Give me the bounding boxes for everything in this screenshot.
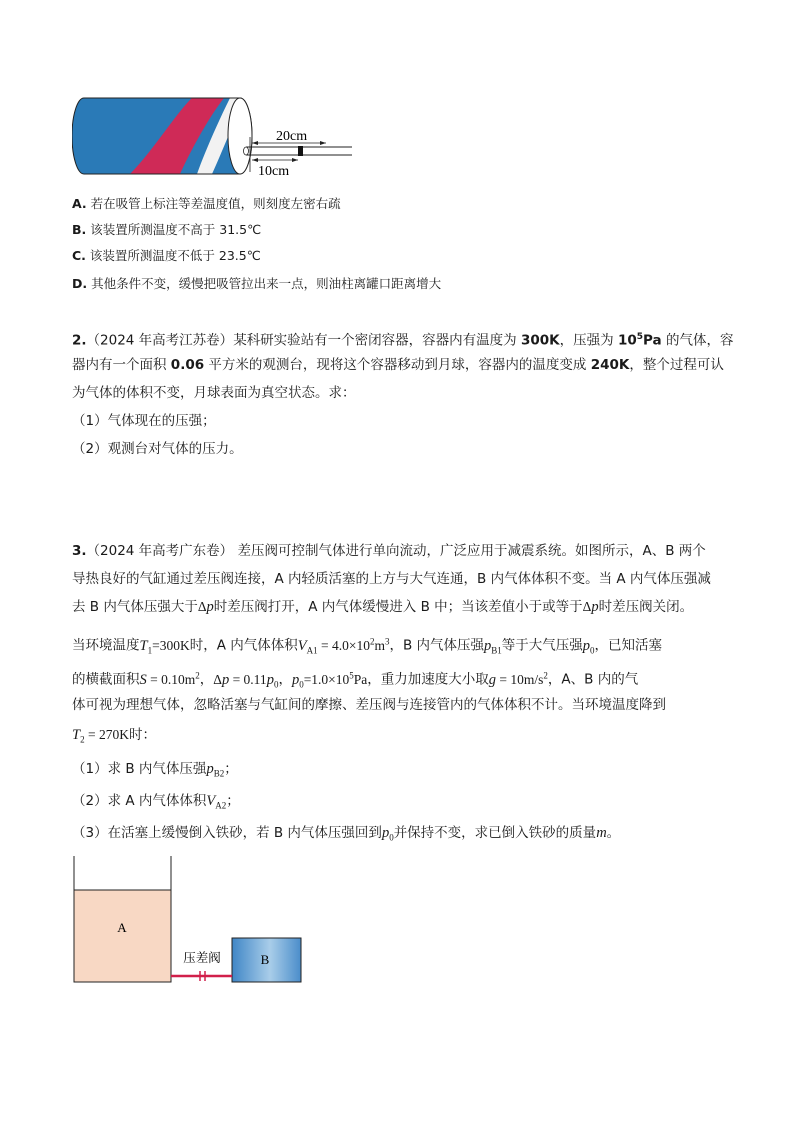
q2-sub-2: （2）观测台对气体的压力。	[72, 441, 243, 457]
q3-line-2: 导热良好的气缸通过差压阀连接，A 内轻质活塞的上方与大气连通，B 内气体体积不变。当 A 内气体压强减	[72, 571, 711, 587]
option-a: A. 若在吸管上标注等差温度值，则刻度左密右疏	[72, 196, 341, 211]
q2-line-2: 器内有一个面积 0.06 平方米的观测台，现将这个容器移动到月球，容器内的温度变成 240K，整个过程可认	[72, 357, 724, 373]
q3-sub-2: （2）求 A 内气体体积$V_{A2}$；	[72, 793, 240, 811]
q3-line-3: 去 B 内气体压强大于Δp时差压阀打开，A 内气体缓慢进入 B 中；当该差值小于或等于Δp时差压阀关闭。	[72, 599, 694, 615]
differential-valve-figure	[68, 852, 308, 986]
q2-sub-1: （1）气体现在的压强；	[72, 413, 216, 429]
q2-line-1: 2.（2024 年高考江苏卷）某科研实验站有一个密闭容器，容器内有温度为 300K，压强为 $10^5Pa$ 的气体，容	[72, 332, 734, 349]
q3-line-4: 当环境温度$T_1=300K$时，A 内气体体积$V_{A1} = 4.0\times 10^2m^3$，B 内气体压强$p_{B1}$等于大气压强$p_0$，已知活塞	[72, 636, 663, 656]
can-thermometer-figure	[72, 92, 362, 182]
valve-label: 压差阀	[183, 951, 221, 965]
q3-line-7: $T_2 = 270K$时：	[72, 727, 156, 745]
dim-10cm: 10cm	[258, 164, 290, 179]
label-b: B	[260, 952, 270, 967]
oil-column	[298, 146, 303, 156]
option-d: D. 其他条件不变，缓慢把吸管拉出来一点，则油柱离罐口距离增大	[72, 276, 442, 291]
q3-line-6: 体可视为理想气体，忽略活塞与气缸间的摩擦、差压阀与连接管内的气体体积不计。当环境温度降到	[72, 697, 666, 713]
q3-line-5: 的横截面积$S = 0.10m^2$，$\Delta p = 0.11p_0$，$p_0=1.0\times 10^5Pa$，重力加速度大小取$g = 10m/s^2$，A、B 内的气	[72, 670, 639, 690]
q3-sub-1: （1）求 B 内气体压强$p_{B2}$；	[72, 761, 238, 779]
q3-sub-3: （3）在活塞上缓慢倒入铁砂，若 B 内气体压强回到$p_0$并保持不变，求已倒入铁砂的质量m。	[72, 825, 621, 843]
dim-20cm: 20cm	[276, 129, 308, 144]
option-b: B. 该装置所测温度不高于 31.5℃	[72, 222, 262, 237]
option-c: C. 该装置所测温度不低于 23.5℃	[72, 248, 261, 263]
q3-line-1: 3.（2024 年高考广东卷） 差压阀可控制气体进行单向流动，广泛应用于减震系统。如图所示，A、B 两个	[72, 543, 706, 559]
q2-line-3: 为气体的体积不变，月球表面为真空状态。求：	[72, 385, 356, 401]
label-a: A	[117, 920, 127, 935]
